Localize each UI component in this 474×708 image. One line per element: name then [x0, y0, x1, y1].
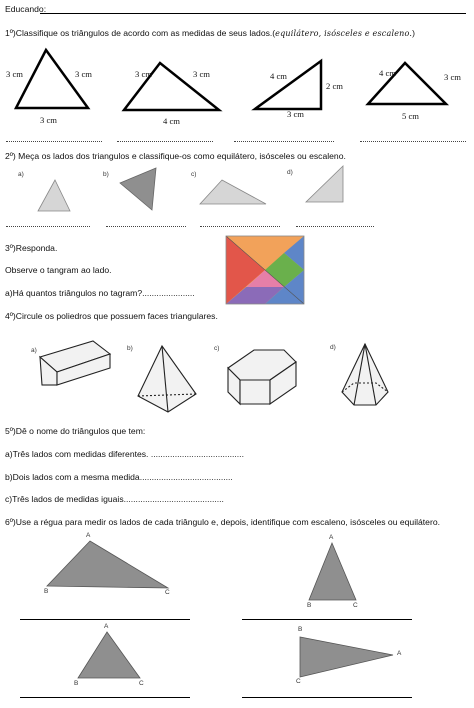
q4-label-d: d) — [330, 344, 336, 351]
q6-t2-b: B — [307, 602, 312, 609]
q3-title: 3º)Responda. — [5, 243, 58, 253]
q5-item-c[interactable]: c)Três lados de medidas iguais.......................................... — [5, 494, 224, 504]
q5-item-a[interactable]: a)Três lados com medidas diferentes. ....................................... — [5, 449, 244, 459]
q6-answer-line-1[interactable] — [20, 619, 190, 620]
q5-prompt: 5º)Dê o nome do triângulos que tem: — [5, 426, 146, 436]
q4-label-a: a) — [31, 347, 37, 354]
q6-t4-b: B — [298, 626, 303, 633]
q1-t3-left: 4 cm — [270, 71, 287, 81]
q3-instruction: Observe o tangram ao lado. — [5, 265, 112, 275]
q2-prompt: 2º) Meça os lados dos triangulos e classifique-os como equilátero, isósceles ou escaleno. — [5, 151, 346, 161]
q3-question-a[interactable]: a)Há quantos triângulos no tagram?...................... — [5, 288, 195, 298]
q1-close-paren: ) — [412, 28, 415, 38]
q2-label-b: b) — [103, 171, 109, 178]
q6-prompt: 6º)Use a régua para medir os lados de cada triângulo e, depois, identifique com escaleno, isósceles ou equilátero. — [5, 517, 440, 527]
q4-prompt: 4º)Circule os poliedros que possuem faces triangulares. — [5, 311, 218, 321]
q1-t4-right: 3 cm — [444, 72, 461, 82]
q6-t2-c: C — [353, 602, 358, 609]
q4-label-c: c) — [214, 345, 220, 352]
q5-item-b[interactable]: b)Dois lados com a mesma medida....................................... — [5, 472, 233, 482]
q6-t4-c: C — [296, 678, 301, 685]
q1-t2-left: 3 cm — [135, 69, 152, 79]
q1-prompt-text: 1º)Classifique os triângulos de acordo com as medidas de seus lados.( — [5, 28, 276, 38]
q1-t3-right: 2 cm — [326, 81, 343, 91]
educando-label: Educando: — [5, 4, 47, 14]
q1-t1-left: 3 cm — [6, 69, 23, 79]
q1-t4-left: 4 cm — [379, 68, 396, 78]
q6-answer-line-2[interactable] — [242, 619, 412, 620]
q2-label-a: a) — [18, 171, 24, 178]
q1-t1-bottom: 3 cm — [40, 115, 57, 125]
q2-label-d: d) — [287, 169, 293, 176]
q1-t4-bottom: 5 cm — [402, 111, 419, 121]
q1-handwritten-hint: equilátero, isósceles e escaleno. — [275, 29, 413, 38]
q1-t3-bottom: 3 cm — [287, 109, 304, 119]
q1-t2-bottom: 4 cm — [163, 116, 180, 126]
q6-t1-a: A — [86, 532, 91, 539]
q6-t3-a: A — [104, 623, 109, 630]
q6-t3-c: C — [139, 680, 144, 687]
q6-t1-c: C — [165, 589, 170, 596]
q6-t1-b: B — [44, 588, 49, 595]
q6-t2-a: A — [329, 534, 334, 541]
q4-label-b: b) — [127, 345, 133, 352]
q2-label-c: c) — [191, 171, 197, 178]
q1-t1-right: 3 cm — [75, 69, 92, 79]
q6-answer-line-3[interactable] — [20, 697, 190, 698]
q6-t3-b: B — [74, 680, 79, 687]
q6-t4-a: A — [397, 650, 402, 657]
q6-answer-line-4[interactable] — [242, 697, 412, 698]
q1-t2-right: 3 cm — [193, 69, 210, 79]
